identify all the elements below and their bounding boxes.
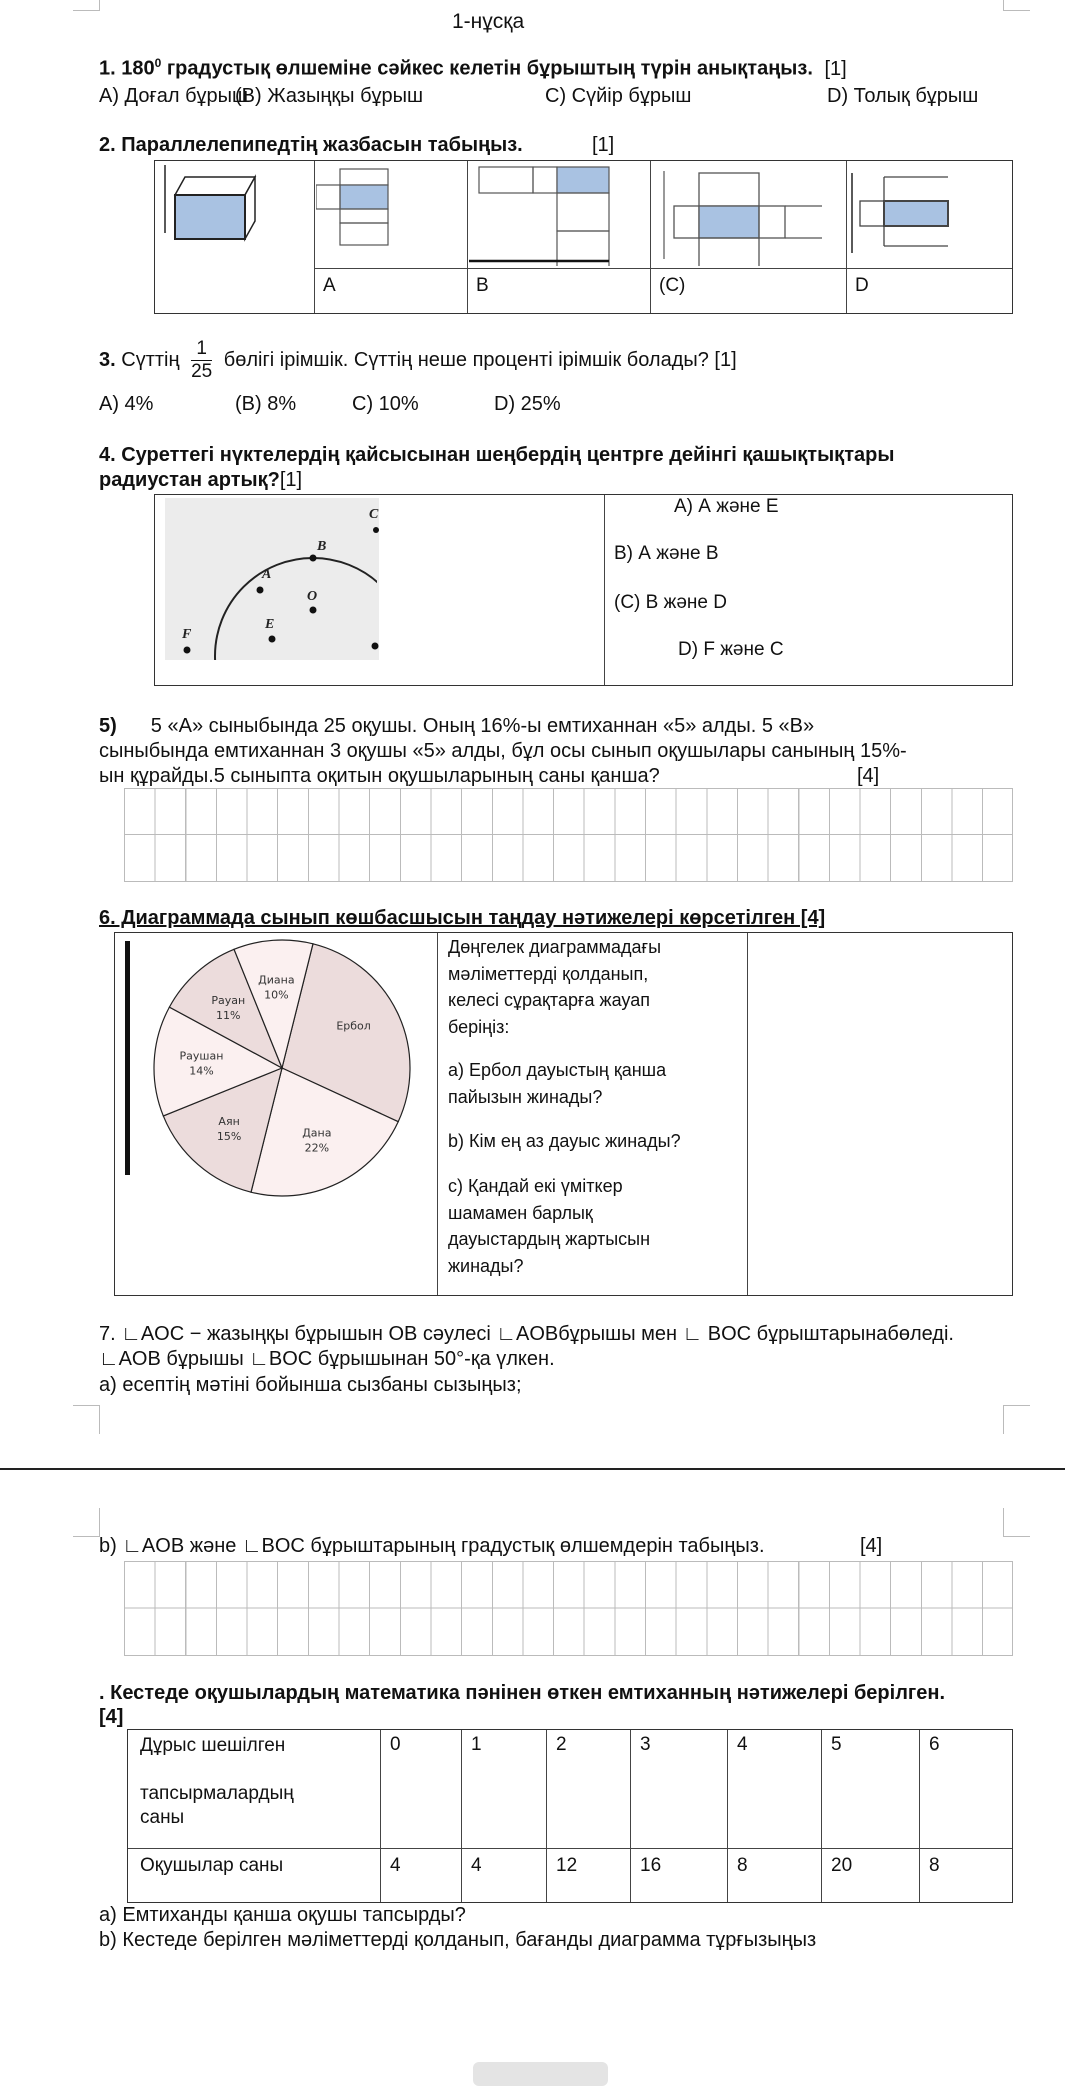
q3-option-b: (В) 8% [235,393,297,415]
question-5-number: 5) [99,715,117,737]
pie-label: Рауан 11% [211,993,246,1022]
scroll-handle[interactable] [473,2062,608,2086]
question-6-title: 6. Диаграммада сынып көшбасшысын таңдау нәтижелері көрсетілген [4] [99,907,826,929]
pie-label: Раушан 14% [179,1049,224,1078]
fraction-numerator: 1 [191,338,212,361]
question-8-points: [4] [99,1706,124,1728]
net-option-c-figure [652,161,847,266]
point-label-o: O [307,589,318,604]
pie-label: Дана 22% [302,1126,332,1155]
question-1-prefix: 1. 180 [99,57,155,80]
q3-option-c: С) 10% [352,393,419,415]
question-7-line1: 7. ∟AOC − жазыңқы бұрышын OB сәулесі ∟AOBбұрышы мен ∟ BOC бұрыштарынабөледі. [99,1323,954,1345]
question-4-points: [1] [279,469,303,491]
page-corner-mark [1003,1508,1030,1537]
q4-option-c: (С) В және D [614,592,727,613]
question-8-title: . Кестеде оқушылардың математика пәнінен өткен емтиханның нәтижелері берілген. [99,1682,945,1704]
answer-grid[interactable] [124,1561,1013,1656]
point-label-c: C [369,507,379,522]
q4-option-b: В) А және В [614,543,719,564]
row-header-tasks: Дұрыс шешілген тапсырмалардың саны [140,1735,294,1828]
point-label-b: B [317,539,327,554]
q2-label-d: D [855,275,869,296]
q2-label-a: А [323,275,336,296]
parallelepiped-figure [155,161,314,315]
degree-superscript: 0 [154,56,162,70]
page-corner-mark [1003,0,1030,11]
students-cell: 16 [640,1855,662,1876]
question-3 [99,338,737,383]
pie-chart [122,936,442,1206]
tasks-cell: 1 [471,1734,482,1755]
circle-points-figure [165,498,379,660]
fraction-denominator: 25 [191,361,213,382]
question-7-points: [4] [860,1535,883,1557]
fraction [191,338,212,383]
tasks-cell: 4 [737,1734,748,1755]
tasks-cell: 0 [390,1734,401,1755]
q1-option-b: (В) Жазыңқы бұрыш [235,85,424,107]
net-option-b-figure [469,161,649,266]
question-8-part-a: а) Емтиханды қанша оқушы тапсырды? [99,1904,466,1926]
pie-label: Аян 15% [216,1114,242,1143]
q3-option-d: D) 25% [494,393,561,415]
q4-table [154,494,1013,686]
tasks-cell: 6 [929,1734,940,1755]
question-5-line1 [99,715,814,738]
q6-question-a: а) Ербол дауыстың қанша пайызын жинады? [448,1060,667,1107]
point-label-e: E [265,617,275,632]
q4-option-d: D) F және С [678,639,784,660]
question-1-text: градустық өлшеміне сәйкес келетін бұрыштың түрін анықтаңыз. [161,57,813,80]
document-title: 1-нұсқа [452,10,525,33]
students-cell: 12 [556,1855,578,1876]
q2-net-table [154,160,1013,314]
question-2: 2. Параллелепипедтің жазбасын табыңыз. [99,134,523,156]
question-4-line1: 4. Суреттегі нүктелердің қайсысынан шеңбердің центрге дейінгі қашықтықтары [99,444,895,466]
students-cell: 20 [831,1855,853,1876]
question-7-part-b: b) ∟AOB және ∟BOC бұрыштарының градустық өлшемдерін табыңыз. [99,1535,765,1557]
page-corner-mark [1003,1405,1030,1434]
question-5-points: [4] [857,765,880,787]
page-corner-mark [73,0,100,11]
question-8-part-b: b) Кестеде берілген мәліметтерді қолданып, бағанды диаграмма тұрғызыңыз [99,1929,817,1951]
net-option-d-figure [848,161,1013,266]
tasks-cell: 5 [831,1734,842,1755]
point-label-a: A [262,567,272,582]
q6-question-c: с) Қандай екі үміткер шамамен барлық дауыстардың жартысын жинады? [448,1176,651,1276]
students-cell: 8 [929,1855,940,1876]
page-corner-mark [73,1508,100,1537]
pie-label: Ербол [336,1019,371,1033]
question-7-line2: ∟AOB бұрышы ∟BOC бұрышынан 50°-қа үлкен. [99,1348,555,1370]
question-3-text-after: бөлігі ірімшік. Сүттің неше проценті ірімшік болады? [1] [223,348,737,371]
q6-question-b: b) Кім ең аз дауыс жинады? [448,1131,681,1151]
net-option-a-figure [316,161,466,266]
q2-label-b: В [476,275,489,296]
row-header-students: Оқушылар саны [140,1855,284,1876]
question-5-line3: ын құрайды.5 сыныпта оқитын оқушыларының саны қанша? [99,765,660,787]
q4-option-a: А) А және Е [674,496,779,517]
students-cell: 4 [471,1855,482,1876]
question-1 [99,56,847,81]
question-2-points: [1] [592,134,615,156]
question-3-text-before: Сүттің [121,348,180,371]
q1-option-c: С) Сүйір бұрыш [545,85,692,107]
q1-option-d: D) Толық бұрыш [827,85,979,107]
page-break-line [0,1468,1065,1470]
results-table [127,1729,1013,1903]
tasks-cell: 2 [556,1734,567,1755]
q2-label-c: (С) [659,275,686,296]
question-1-points: [1] [824,57,847,80]
students-cell: 4 [390,1855,401,1876]
q1-option-a: А) Доғал бұрыш [99,85,249,107]
students-cell: 8 [737,1855,748,1876]
point-label-f: F [182,627,192,642]
pie-label: Диана 10% [258,973,295,1002]
question-4-line2 [99,469,302,492]
q3-option-a: А) 4% [99,393,154,415]
question-5-line2: сыныбында емтиханнан 3 оқушы «5» алды, бұл осы сынып оқушылары санының 15%- [99,740,907,762]
tasks-cell: 3 [640,1734,651,1755]
page-corner-mark [73,1405,100,1434]
question-3-number: 3. [99,348,116,371]
answer-grid[interactable] [124,788,1013,882]
question-4-text: радиустан артық? [99,469,280,491]
question-7-part-a: а) есептің мәтіні бойынша сызбаны сызыңыз; [99,1374,522,1396]
question-5-text: 5 «А» сыныбында 25 оқушы. Оның 16%-ы емтиханнан «5» алды. 5 «В» [150,715,815,737]
q6-intro: Дөңгелек диаграммадағы мәліметтерді қолданып, келесі сұрақтарға жауап беріңіз: [448,937,662,1037]
